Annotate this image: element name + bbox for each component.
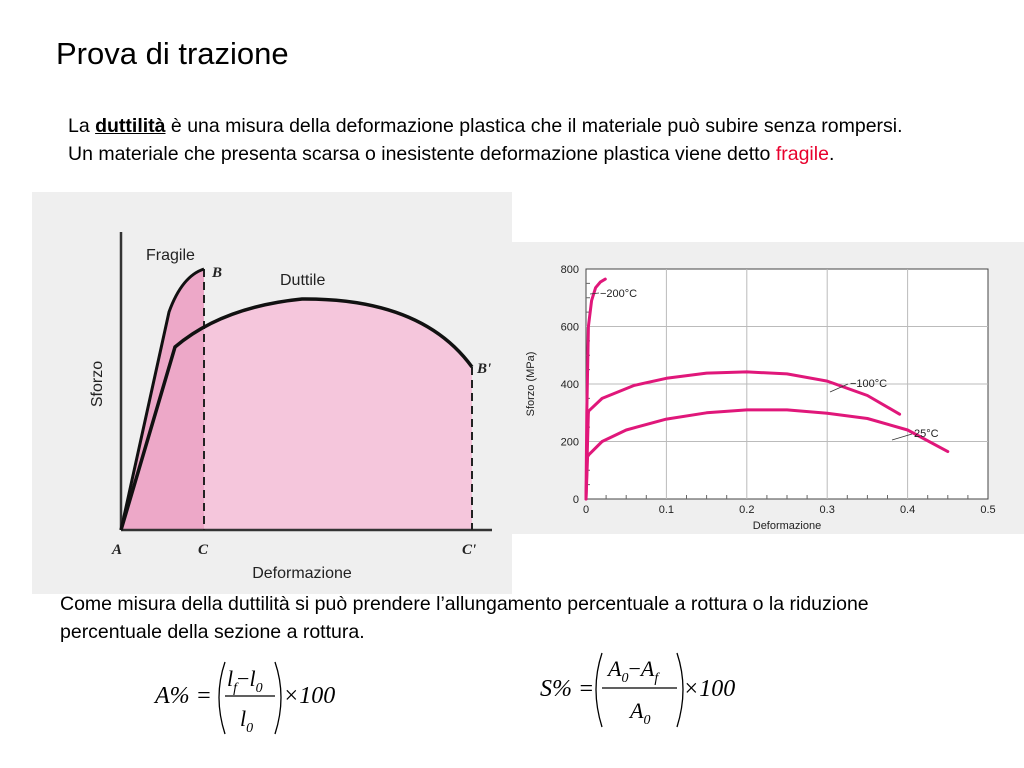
y-tick-label: 400 xyxy=(560,379,579,391)
ductile-label: Duttile xyxy=(280,272,326,289)
series-minus200c-label: −200°C xyxy=(600,288,638,300)
x-tick-label: 0.4 xyxy=(899,504,916,516)
x-tick-label: 0 xyxy=(582,504,590,516)
x-tick-label: 0.3 xyxy=(819,504,835,516)
y-tick-label: 0 xyxy=(572,494,579,506)
intro-prefix: La xyxy=(68,115,96,137)
diagram-xlabel: Deformazione xyxy=(252,565,352,582)
diagram-ylabel: Sforzo xyxy=(89,360,106,408)
ductility-term: duttilità xyxy=(95,115,166,137)
x-tick-label: 0.2 xyxy=(739,504,755,516)
point-label-b-prime: B' xyxy=(477,361,492,377)
x-tick-label: 0.5 xyxy=(980,504,996,516)
temperature-stress-strain-chart xyxy=(512,242,1024,534)
point-label-b: B xyxy=(212,265,223,281)
brittle-word: fragile xyxy=(775,143,829,165)
x-tick-label: 0.1 xyxy=(658,504,675,516)
elongation-denominator: $l_0$ xyxy=(240,706,254,736)
slide-title: Prova di trazione xyxy=(56,36,289,71)
series-minus100c-label: −100°C xyxy=(850,378,888,390)
elongation-formula xyxy=(155,652,375,742)
reduction-numerator: $A_0-A_f$ xyxy=(608,656,659,686)
elongation-formula-svg xyxy=(155,652,375,742)
ductility-measure-note: Come misura della duttilità si può prendere l’allungamento percentuale a rottura o la riduzione percentuale della sezione a rottura. xyxy=(60,593,869,643)
point-label-c-prime: C' xyxy=(462,542,477,558)
temperature-chart-svg xyxy=(512,242,1024,534)
temp-chart-ylabel: Sforzo (MPa) xyxy=(525,351,537,417)
area-reduction-formula xyxy=(540,645,760,735)
reduction-times-100: ×100 xyxy=(683,676,736,702)
intro-suffix: . xyxy=(828,143,835,165)
reduction-denominator: $A_0$ xyxy=(630,698,651,728)
y-tick-label: 600 xyxy=(560,321,579,334)
y-tick-label: 800 xyxy=(560,264,579,276)
temp-chart-xlabel: Deformazione xyxy=(752,520,822,532)
reduction-lhs: S% = xyxy=(540,676,595,702)
ductile-brittle-diagram xyxy=(32,192,512,594)
elongation-times-100: ×100 xyxy=(283,683,336,709)
point-label-a: A xyxy=(112,542,123,558)
elongation-right-paren xyxy=(275,662,281,734)
point-label-c: C xyxy=(198,542,209,558)
intro-body: è una misura della deformazione plastica che il materiale può subire senza rompersi. Un materiale che presenta scarsa o inesistente deformazione plastica viene detto xyxy=(68,115,903,165)
series-25c-label: 25°C xyxy=(914,428,939,440)
intro-paragraph xyxy=(68,112,908,168)
elongation-numerator: $l_f-l_0$ xyxy=(227,666,263,696)
y-tick-label: 200 xyxy=(560,436,579,449)
elongation-left-paren xyxy=(219,662,225,734)
brittle-label: Fragile xyxy=(146,247,195,264)
area-reduction-formula-svg xyxy=(540,645,760,735)
ductile-brittle-svg xyxy=(32,192,512,594)
elongation-lhs: A% = xyxy=(155,683,212,709)
reduction-left-paren xyxy=(596,653,602,727)
